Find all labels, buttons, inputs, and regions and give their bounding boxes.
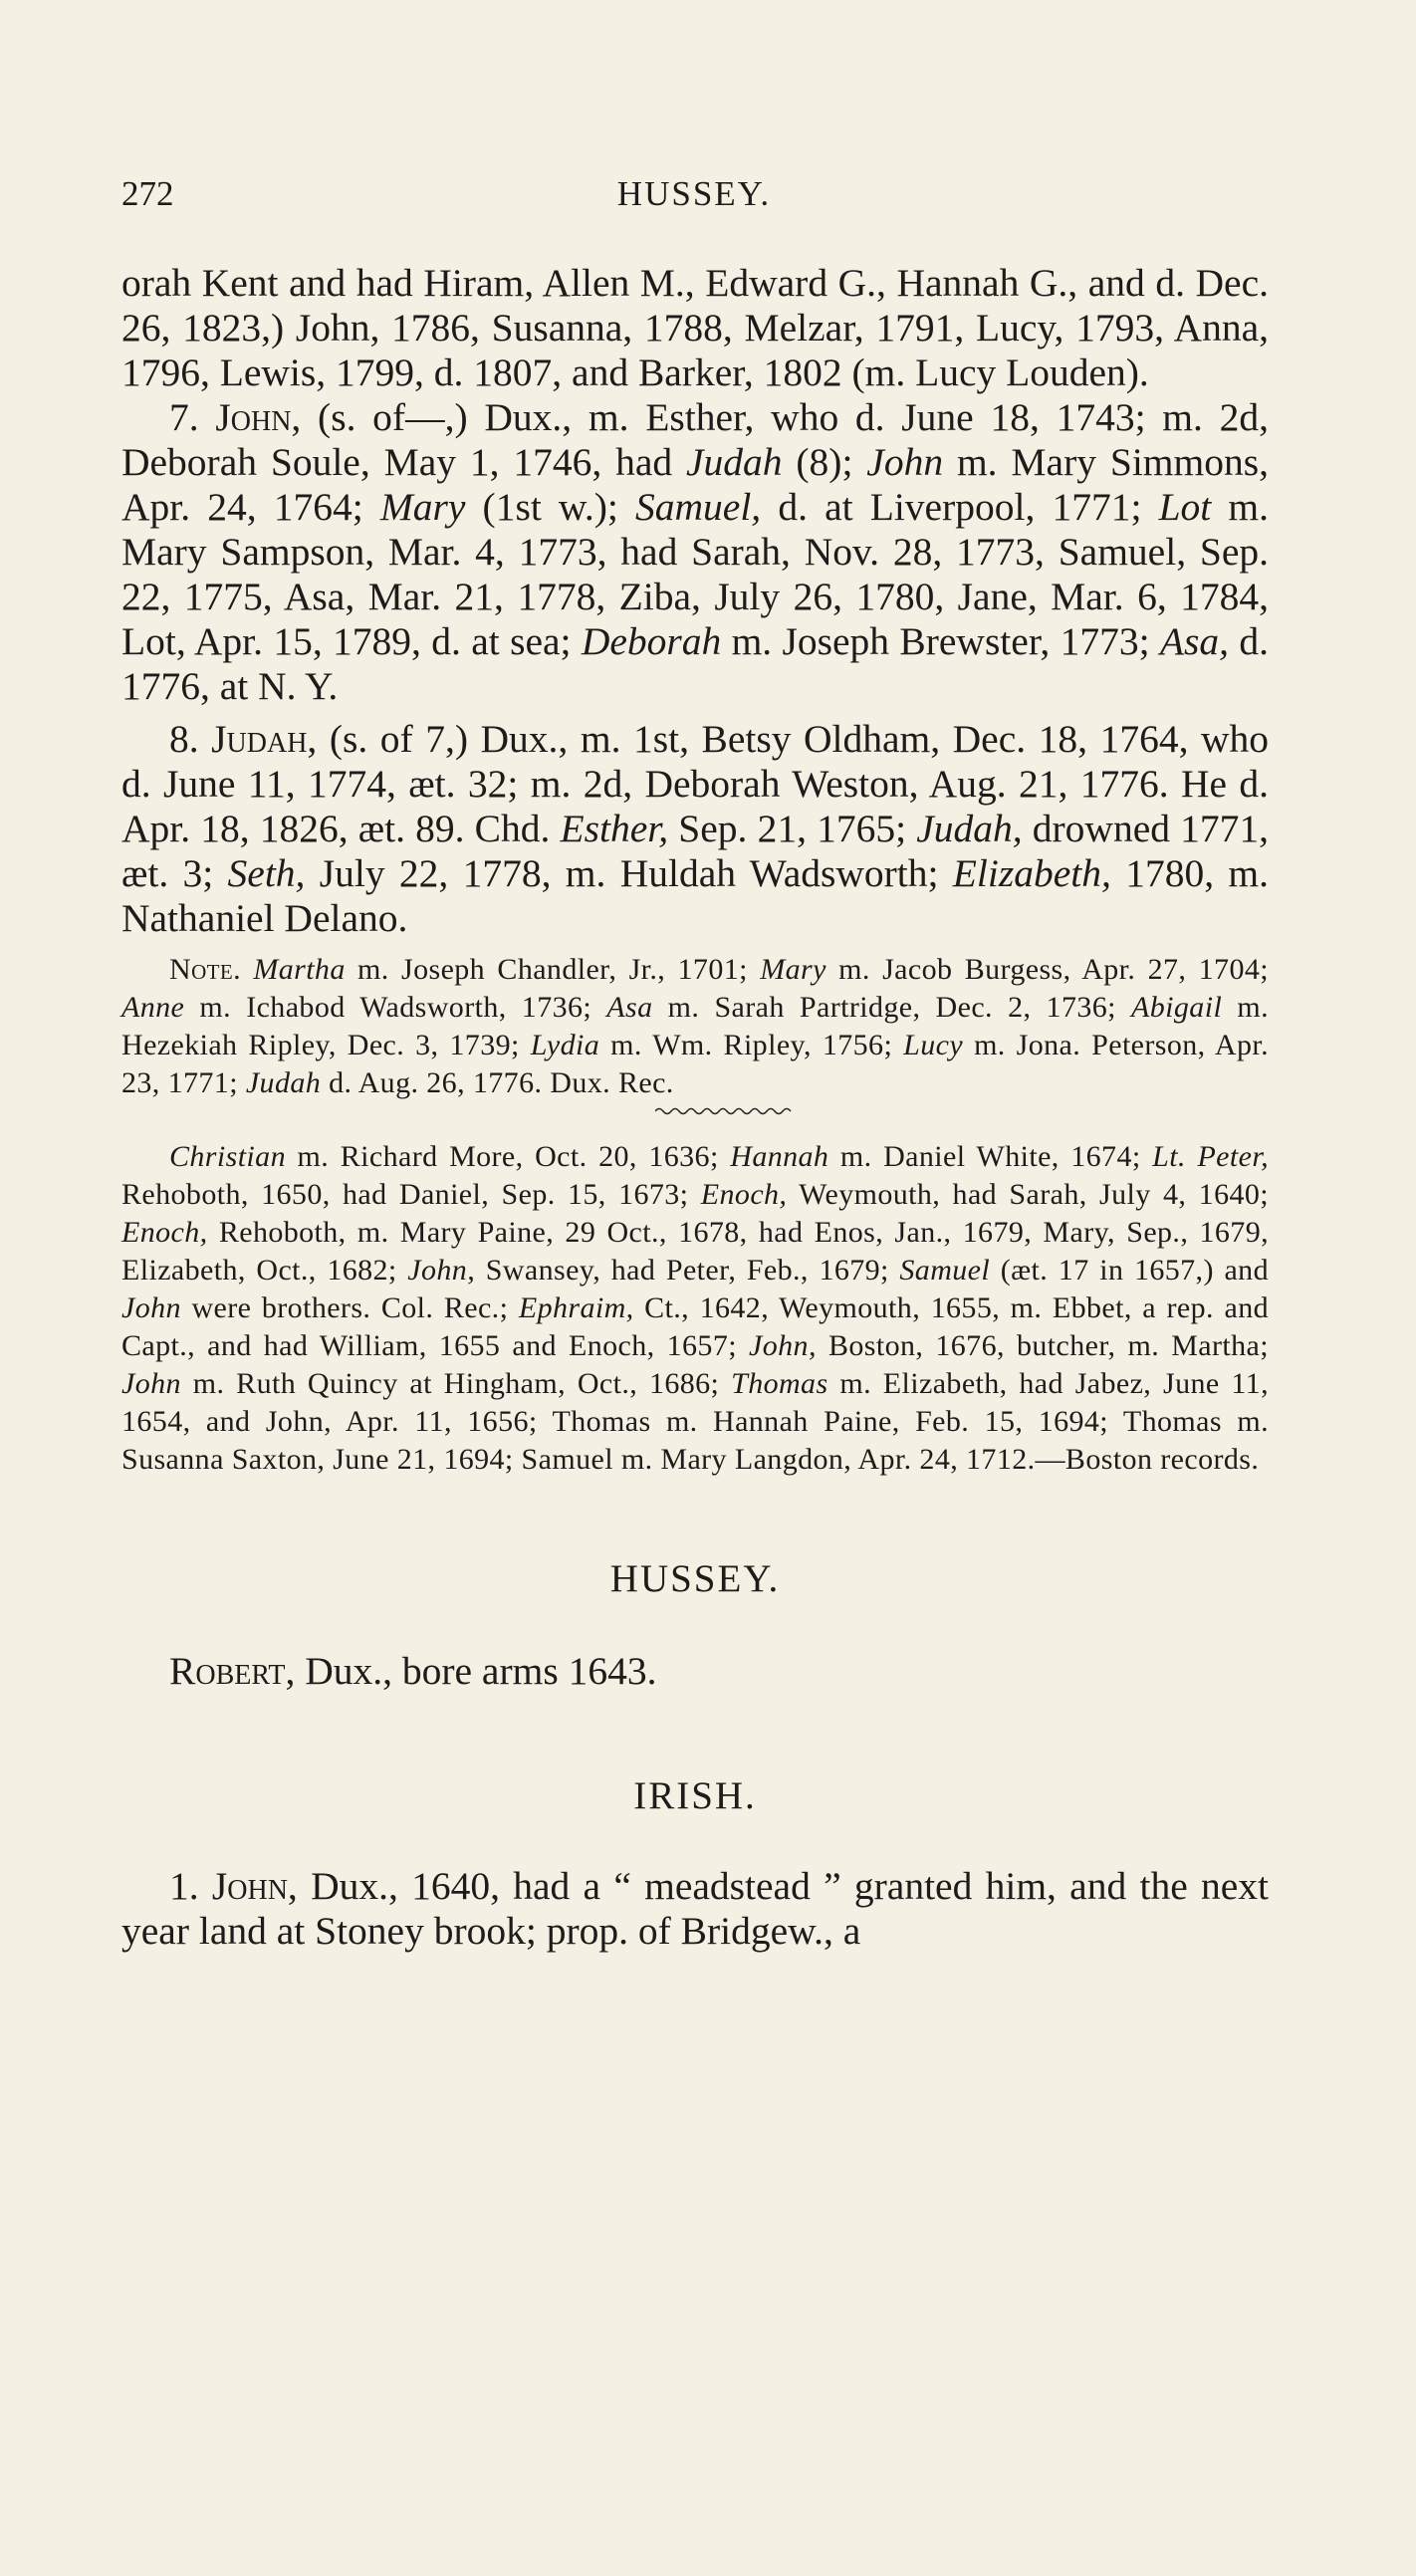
page-header — [121, 174, 1267, 226]
entry-judah-8: 8. Judah, (s. of 7,) Dux., m. 1st, Betsy Oldham, Dec. 18, 1764, who d. June 11, 1774, æt. 32; m. 2d, Deborah Weston, Aug. 21, 1776. He d. Apr. 18, 1826, æt. 89. Chd. Esther, Sep. 21, 1765; Judah, drowned 1771, æt. 3; Seth, July 22, 1778, m. Huldah Wadsworth; Elizabeth, 1780, m. Nathaniel Delano. — [121, 717, 1270, 940]
entry-name: Robert, — [169, 1649, 296, 1693]
entry-john-7: 7. John, (s. of—,) Dux., m. Esther, who d. June 18, 1743; m. 2d, Deborah Soule, May 1, 1746, had Judah (8); John m. Mary Simmons, Apr. 24, 1764; Mary (1st w.); Samuel, d. at Liverpool, 1771; Lot m. Mary Sampson, Mar. 4, 1773, had Sarah, Nov. 28, 1773, Samuel, Sep. 22, 1775, Asa, Mar. 21, 1778, Ziba, July 26, 1780, Jane, Mar. 6, 1784, Lot, Apr. 15, 1789, d. at sea; Deborah m. Joseph Brewster, 1773; Asa, d. 1776, at N. Y. — [121, 395, 1270, 708]
page-body — [121, 261, 1269, 1954]
entry-number: 7. — [169, 395, 199, 439]
page-number: 272 — [121, 174, 174, 213]
records-paragraph: Christian m. Richard More, Oct. 20, 1636; Hannah m. Daniel White, 1674; Lt. Peter, Rehoboth, 1650, had Daniel, Sep. 15, 1673; Enoch, Weymouth, had Sarah, July 4, 1640; Enoch, Rehoboth, m. Mary Paine, 29 Oct., 1678, had Enos, Jan., 1679, Mary, Sep., 1679, Elizabeth, Oct., 1682; John, Swansey, had Peter, Feb., 1679; Samuel (æt. 17 in 1657,) and John were brothers. Col. Rec.; Ephraim, Ct., 1642, Weymouth, 1655, m. Ebbet, a rep. and Capt., and had William, 1655 and Enoch, 1657; John, Boston, 1676, butcher, m. Martha; John m. Ruth Quincy at Hingham, Oct., 1686; Thomas m. Elizabeth, had Jabez, June 11, 1654, and John, Apr. 11, 1656; Thomas m. Hannah Paine, Feb. 15, 1694; Thomas m. Susanna Saxton, June 21, 1694; Samuel m. Mary Langdon, Apr. 24, 1712.—Boston records. — [121, 1140, 1269, 1476]
entry-name: John, — [215, 395, 302, 439]
section-heading-hussey: HUSSEY. — [609, 1557, 781, 1600]
entry-number: 8. — [169, 717, 199, 761]
note-paragraph: Note. Martha m. Joseph Chandler, Jr., 1701; Mary m. Jacob Burgess, Apr. 27, 1704; Anne m. Ichabod Wadsworth, 1736; Asa m. Sarah Partridge, Dec. 2, 1736; Abigail m. Hezekiah Ripley, Dec. 3, 1739; Lydia m. Wm. Ripley, 1756; Lucy m. Jona. Peterson, Apr. 23, 1771; Judah d. Aug. 26, 1776. Dux. Rec. — [121, 953, 1269, 1099]
entry-robert: Robert, Dux., bore arms 1643. — [169, 1649, 657, 1693]
entry-john-irish-1: 1. John, Dux., 1640, had a “ meadstead ” granted him, and the next year land at Stoney brook; prop. of Bridgew., a — [121, 1864, 1269, 1953]
entry-name: Judah, — [211, 717, 318, 761]
running-head: HUSSEY. — [616, 174, 772, 213]
section-heading-irish: IRISH. — [633, 1774, 757, 1817]
entry-number: 1. — [169, 1864, 199, 1908]
wavy-divider — [595, 1104, 795, 1118]
paragraph-continuation: orah Kent and had Hiram, Allen M., Edward G., Hannah G., and d. Dec. 26, 1823,) John, 1786, Susanna, 1788, Melzar, 1791, Lucy, 1793, Anna, 1796, Lewis, 1799, d. 1807, and Barker, 1802 (m. Lucy Louden). — [121, 261, 1269, 394]
entry-name: John, — [211, 1864, 298, 1908]
note-label: Note. — [169, 953, 241, 986]
